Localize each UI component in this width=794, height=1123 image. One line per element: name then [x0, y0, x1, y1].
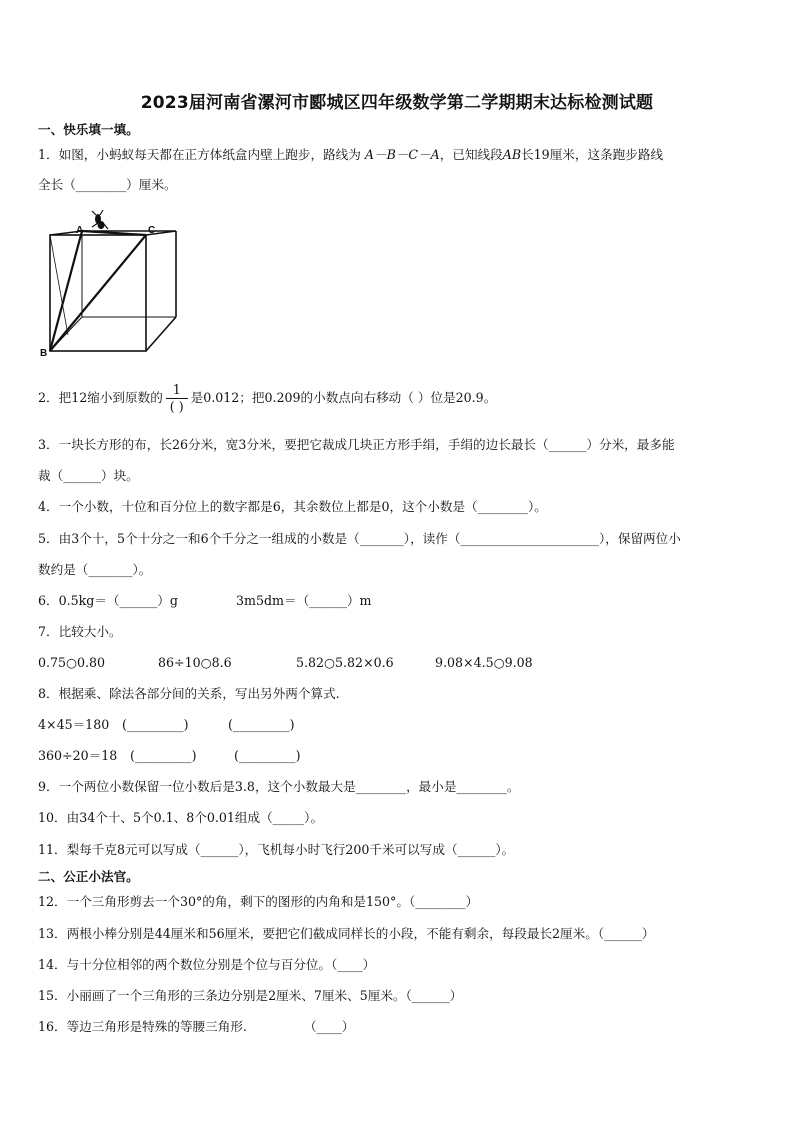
q16-blank: （____）	[304, 1019, 355, 1034]
q2-text-pre: 2．把12缩小到原数的	[38, 390, 163, 405]
q8-blank-1: (_________)	[122, 717, 189, 732]
q1-text-post: 长19厘米，这条跑步路线	[521, 147, 664, 162]
q1-segment-ab: AB	[502, 147, 522, 162]
question-6a: 6．0.5kg＝（______）g	[38, 593, 178, 608]
q8-blank-2: (_________)	[228, 717, 295, 732]
q7-item-4: 9.08×4.5○9.08	[435, 655, 533, 670]
q8-blank-3: (_________)	[130, 748, 197, 763]
vertex-label-a: A	[76, 225, 84, 236]
section-heading-1: 一、快乐填一填。	[38, 122, 139, 137]
q1-text-mid: ，已知线段	[439, 147, 503, 162]
question-1-line-1	[38, 146, 663, 164]
q2-denominator: ( )	[169, 399, 184, 414]
question-5-line-1: 5．由3个十，5个十分之一和6个千分之一组成的小数是（_______），读作（______________________），保留两位小	[38, 531, 681, 546]
question-1-line-2: 全长（________）厘米。	[38, 177, 177, 192]
q2-fraction	[166, 382, 188, 415]
vertex-label-b: B	[40, 348, 48, 357]
question-8: 8．根据乘、除法各部分间的关系，写出另外两个算式.	[38, 686, 340, 701]
question-3-line-2: 裁（______）块。	[38, 468, 139, 483]
question-16: 16．等边三角形是特殊的等腰三角形.	[38, 1019, 247, 1034]
question-15: 15．小丽画了一个三角形的三条边分别是2厘米、7厘米、5厘米。（______）	[38, 988, 463, 1003]
q7-item-3: 5.82○5.82×0.6	[296, 655, 394, 670]
question-4: 4．一个小数，十位和百分位上的数字都是6，其余数位上都是0，这个小数是（________）。	[38, 499, 547, 514]
vertex-label-c: C	[148, 225, 156, 236]
question-3-line-1: 3．一块长方形的布，长26分米，宽3分米，要把它裁成几块正方形手绢，手绢的边长最长（______）分米，最多能	[38, 437, 675, 452]
q8-blank-4: (_________)	[234, 748, 301, 763]
question-13: 13．两根小棒分别是44厘米和56厘米，要把它们截成同样长的小段，不能有剩余，每段最长2厘米。（______）	[38, 926, 655, 941]
question-9: 9．一个两位小数保留一位小数后是3.8，这个小数最大是________，最小是________。	[38, 779, 520, 794]
question-6b: 3m5dm＝（______）m	[236, 593, 372, 608]
q7-item-1: 0.75○0.80	[38, 655, 106, 670]
question-2	[38, 382, 496, 415]
q8-equation-1: 4×45＝180	[38, 717, 110, 732]
q7-item-2: 86÷10○8.6	[158, 655, 232, 670]
q2-text-post: 是0.012；把0.209的小数点向右移动（ ）位是20.9。	[190, 390, 497, 405]
q1-text-pre: 1．如图，小蚂蚁每天都在正方体纸盒内壁上跑步，路线为	[38, 147, 361, 162]
question-14: 14．与十分位相邻的两个数位分别是个位与百分位。（____）	[38, 957, 376, 972]
ant-icon	[92, 210, 108, 229]
question-10: 10．由34个十、5个0.1、8个0.01组成（_____）。	[38, 810, 324, 825]
q1-route: A－B－C－A	[364, 147, 440, 162]
page-title: 2023届河南省漯河市郾城区四年级数学第二学期期末达标检测试题	[140, 93, 654, 113]
question-5-line-2: 数约是（_______）。	[38, 562, 152, 577]
q8-equation-2: 360÷20＝18	[38, 748, 118, 763]
section-heading-2: 二、公正小法官。	[38, 869, 139, 884]
question-11: 11．梨每千克8元可以写成（______），飞机每小时飞行200千米可以写成（______）。	[38, 842, 515, 857]
question-7: 7．比较大小。	[38, 624, 122, 639]
cube-figure	[38, 205, 188, 357]
question-12: 12．一个三角形剪去一个30°的角，剩下的图形的内角和是150°。（________）	[38, 894, 479, 909]
q2-numerator: 1	[166, 382, 188, 399]
